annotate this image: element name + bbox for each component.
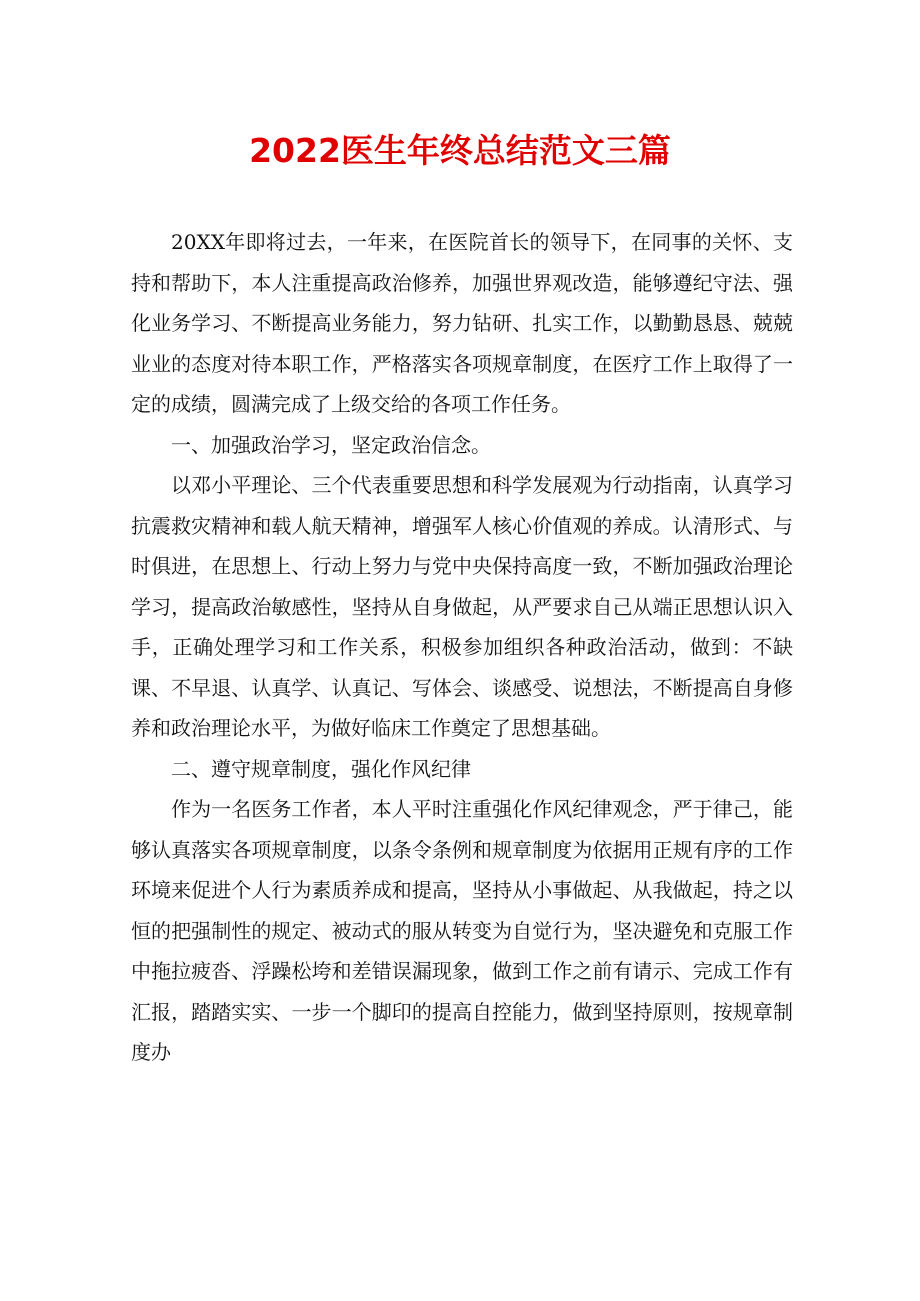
document-body (131, 222, 793, 1073)
section-heading-2: 二、遵守规章制度，强化作风纪律 (171, 756, 471, 781)
document-title: 2022医生年终总结范文三篇 (249, 131, 671, 170)
section-heading-1: 一、加强政治学习，坚定政治信念。 (171, 432, 491, 457)
paragraph-intro: 20XX年即将过去，一年来，在医院首长的领导下，在同事的关怀、支持和帮助下，本人注重提高政治修养，加强世界观改造，能够遵纪守法、强化业务学习、不断提高业务能力，努力钻研、扎实工作，以勤勤恳恳、兢兢业业的态度对待本职工作，严格落实各项规章制度，在医疗工作上取得了一定的成绩，圆满完成了上级交给的各项工作任务。 (131, 230, 793, 416)
paragraph-section-1: 以邓小平理论、三个代表重要思想和科学发展观为行动指南，认真学习抗震救灾精神和载人航天精神，增强军人核心价值观的养成。认清形式、与时俱进，在思想上、行动上努力与党中央保持高度一致，不断加强政治理论学习，提高政治敏感性，坚持从自身做起，从严要求自己从端正思想认识入手，正确处理学习和工作关系，积极参加组织各种政治活动，做到：不缺课、不早退、认真学、认真记、写体会、谈感受、说想法，不断提高自身修养和政治理论水平，为做好临床工作奠定了思想基础。 (131, 473, 793, 740)
paragraph-section-2: 作为一名医务工作者，本人平时注重强化作风纪律观念，严于律己，能够认真落实各项规章制度，以条令条例和规章制度为依据用正规有序的工作环境来促进个人行为素质养成和提高，坚持从小事做起、从我做起，持之以恒的把强制性的规定、被动式的服从转变为自觉行为，坚决避免和克服工作中拖拉疲沓、浮躁松垮和差错误漏现象，做到工作之前有请示、完成工作有汇报，踏踏实实、一步一个脚印的提高自控能力，做到坚持原则，按规章制度办 (131, 797, 793, 1064)
